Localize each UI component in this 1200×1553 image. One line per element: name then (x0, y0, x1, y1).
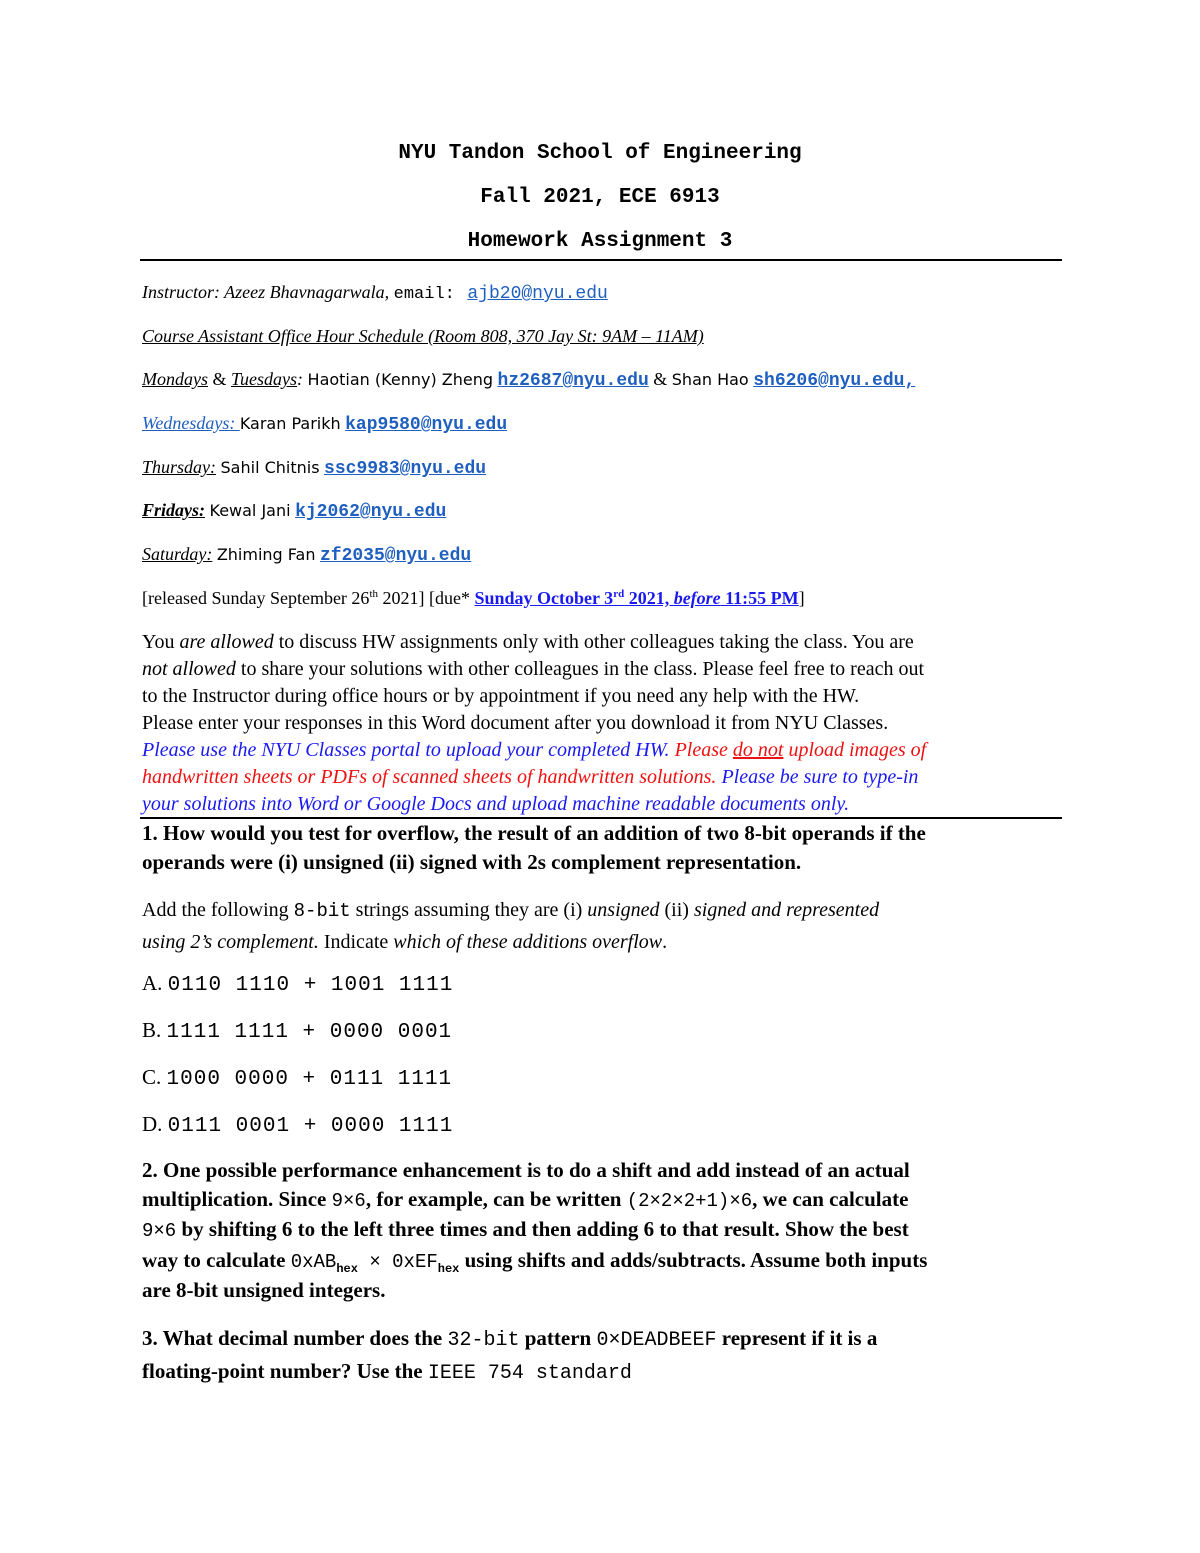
policy-not-allowed: not allowed (142, 658, 236, 680)
question-2 (142, 1156, 1062, 1305)
q3-line-1 (142, 1323, 1062, 1356)
due-year: 2021, (624, 588, 674, 608)
policy-warning: upload images of (783, 739, 927, 761)
q2-text: One possible performance enhancement is to do a shift and add instead of an actual (157, 1158, 910, 1182)
policy-line-3: to the Instructor during office hours or by appointment if you need any help with the HW. (142, 685, 860, 707)
q1-text: How would you test for overflow, the result of an addition of two 8-bit operands if the (157, 821, 926, 845)
q1-instructions (142, 895, 1062, 958)
option-label: C. (142, 1065, 162, 1089)
day-tuesdays: Tuesdays (231, 369, 298, 389)
q1-option-b (142, 1018, 452, 1044)
ampersand-2: & (653, 369, 668, 389)
q2-math: 9×6 (331, 1189, 366, 1212)
option-expr: 0110 1110 + 1001 1111 (167, 974, 454, 997)
q1-option-d (142, 1112, 453, 1138)
policy-line-4: Please enter your responses in this Word document after you download it from NYU Classes. (142, 712, 889, 734)
policy-paragraph (142, 629, 1062, 818)
q1-number: 1. (142, 821, 158, 845)
policy-line-5 (142, 737, 1062, 764)
policy-line-6 (142, 764, 1062, 791)
q1-line-2: operands were (i) unsigned (ii) signed with 2s complement representation. (142, 849, 802, 874)
q1-instr-text: (ii) (659, 899, 694, 921)
q2-number: 2. (142, 1158, 158, 1182)
ta-email-chitnis[interactable]: ssc9983@nyu.edu (324, 459, 487, 479)
day-mondays: Mondays (142, 369, 208, 389)
day-fridays: Fridays: (142, 500, 205, 520)
office-hours-sat (142, 544, 471, 566)
q1-twos: using 2’s complement. (142, 931, 319, 953)
office-hours-title: Course Assistant Office Hour Schedule (Room 808, 370 Jay St: 9AM – 11AM) (142, 326, 704, 346)
bracket-close: ] (798, 588, 805, 608)
q2-math: 0xEF (392, 1250, 438, 1273)
ta-email-fan[interactable]: zf2035@nyu.edu (319, 546, 472, 566)
q1-instr-line-2 (142, 927, 1062, 958)
due-date-link[interactable] (474, 588, 798, 608)
ta-name-jani: Kewal Jani (209, 501, 291, 520)
released-post: 2021] [due* (378, 588, 475, 608)
q1-8bit: 8-bit (293, 900, 351, 922)
q1-instr-line-1 (142, 895, 1062, 927)
ta-email-jani[interactable]: kj2062@nyu.edu (295, 502, 447, 522)
policy-upload-note: Please use the NYU Classes portal to upload your completed HW. (142, 739, 670, 761)
office-hours-fri (142, 500, 446, 522)
due-time: 11:55 PM (720, 588, 799, 608)
colon: : (297, 369, 304, 389)
policy-text: to share your solutions with other colleagues in the class. Please feel free to reach out (235, 658, 925, 680)
q1-dot: . (662, 931, 668, 953)
ta-email-parikh[interactable]: kap9580@nyu.edu (345, 415, 508, 435)
q1-signed: signed and represented (693, 899, 880, 921)
policy-warning: Please (669, 739, 733, 761)
q2-line-1 (142, 1156, 1062, 1185)
release-due-line (142, 588, 805, 609)
instructor-line (142, 282, 608, 304)
q2-text: using shifts and adds/subtracts. Assume both inputs (459, 1247, 928, 1272)
q3-line-2 (142, 1356, 1062, 1389)
email-label: email: (393, 285, 455, 304)
day-saturday: Saturday: (142, 544, 213, 564)
instructor-label: Instructor: Azeez Bhavnagarwala, (142, 282, 390, 302)
ta-name-parikh: Karan Parikh (239, 414, 341, 433)
q3-text: What decimal number does the (157, 1326, 448, 1350)
q3-text: represent if it is a (716, 1326, 878, 1350)
q3-ieee: IEEE 754 standard (427, 1362, 632, 1385)
q3-text: floating-point number? Use the (142, 1359, 428, 1383)
question-1 (142, 819, 1062, 876)
policy-line-1 (142, 629, 1062, 656)
q2-text: , we can calculate (752, 1186, 909, 1211)
option-label: B. (142, 1018, 162, 1042)
ta-name-fan: Zhiming Fan (216, 545, 316, 564)
q2-text: , for example, can be written (365, 1186, 627, 1211)
policy-type-in: Please be sure to type-in (716, 766, 919, 788)
policy-allowed: are allowed (179, 631, 274, 653)
policy-line-7: your solutions into Word or Google Docs and upload machine readable documents only. (142, 793, 850, 815)
school-title: NYU Tandon School of Engineering (398, 142, 802, 165)
q3-hex: 0×DEADBEEF (596, 1329, 717, 1352)
ampersand: & (212, 369, 227, 389)
released-text: [released Sunday September 26 (142, 588, 370, 608)
due-date-text: Sunday October 3 (474, 588, 614, 608)
q2-text: way to calculate (142, 1247, 291, 1272)
ta-name-hao: Shan Hao (671, 370, 749, 389)
instructor-email-link[interactable]: ajb20@nyu.edu (467, 284, 608, 304)
q2-text: multiplication. Since (142, 1186, 332, 1211)
option-expr: 1111 1111 + 0000 0001 (166, 1021, 453, 1044)
q1-instr-text: Add the following (142, 899, 294, 921)
q2-line-5: are 8-bit unsigned integers. (142, 1278, 386, 1302)
q1-unsigned: unsigned (587, 899, 660, 921)
day-wednesdays: Wednesdays: (142, 413, 240, 433)
q2-math: 0xAB (290, 1250, 337, 1273)
q2-line-2 (142, 1185, 1062, 1216)
q3-text: pattern (519, 1326, 597, 1350)
q1-option-c (142, 1065, 452, 1091)
question-3 (142, 1323, 1062, 1389)
course-title: Fall 2021, ECE 6913 (480, 186, 720, 209)
q1-line-1 (142, 819, 1062, 848)
due-before: before (673, 588, 721, 608)
option-label: D. (142, 1112, 163, 1136)
due-sup: rd (613, 588, 625, 600)
q2-math: (2×2×2+1)×6 (626, 1189, 753, 1212)
q2-text: by shifting 6 to the left three times and then adding 6 to that result. Show the best (176, 1217, 909, 1241)
office-hours-mon-tue (142, 369, 915, 391)
policy-line-2 (142, 656, 1062, 683)
policy-text: to discuss HW assignments only with other colleagues taking the class. You are (273, 631, 914, 653)
header-rule (140, 259, 1062, 261)
office-hours-thu (142, 457, 486, 479)
assignment-title: Homework Assignment 3 (467, 230, 733, 253)
ta-name-zheng: Haotian (Kenny) Zheng (307, 370, 494, 389)
option-expr: 1000 0000 + 0111 1111 (166, 1068, 453, 1091)
policy-warning: handwritten sheets or PDFs of scanned sheets of handwritten solutions. (142, 766, 717, 788)
policy-do-not: do not (732, 739, 784, 761)
policy-text: You (142, 631, 180, 653)
q2-times: × (357, 1250, 393, 1273)
q3-number: 3. (142, 1326, 158, 1350)
q1-option-a (142, 971, 453, 997)
released-sup: th (369, 588, 378, 600)
q1-indicate: Indicate (318, 931, 394, 953)
q1-instr-text: strings assuming they are (i) (350, 899, 588, 921)
day-thursday: Thursday: (142, 457, 217, 477)
ta-name-chitnis: Sahil Chitnis (220, 458, 320, 477)
ta-email-hao[interactable]: sh6206@nyu.edu, (753, 371, 916, 391)
q2-math: 9×6 (142, 1220, 177, 1242)
option-expr: 0111 0001 + 0000 1111 (167, 1115, 454, 1138)
q3-32bit: 32-bit (447, 1329, 520, 1352)
office-hours-wed (142, 413, 507, 435)
q1-which-overflow: which of these additions overflow (393, 931, 663, 953)
ta-email-zheng[interactable]: hz2687@nyu.edu (497, 371, 649, 391)
q2-line-4 (142, 1246, 1062, 1277)
q2-line-3 (142, 1215, 1062, 1246)
q2-sub: hex (336, 1261, 358, 1276)
q2-sub: hex (437, 1261, 460, 1276)
option-label: A. (142, 971, 163, 995)
